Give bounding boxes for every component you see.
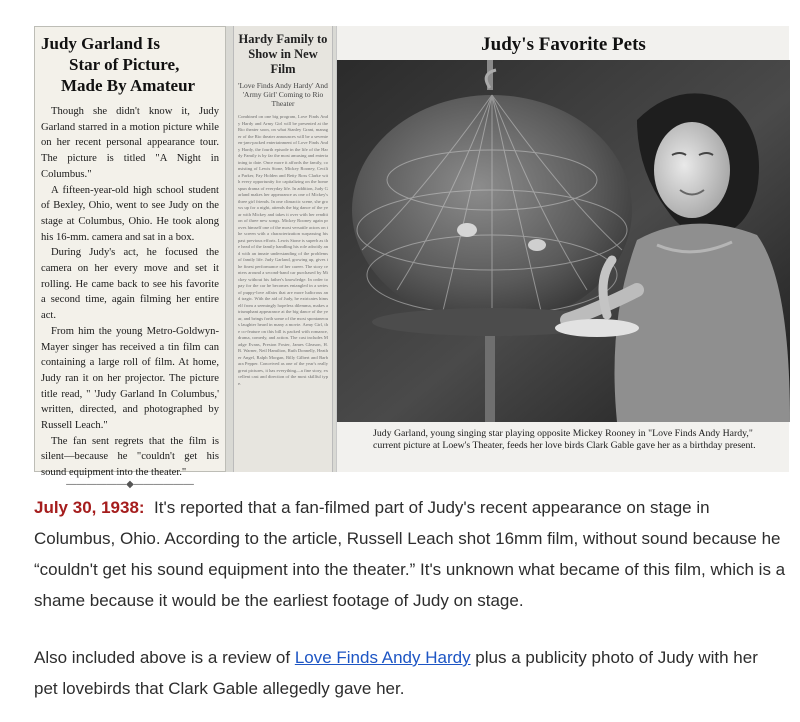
clipping-judys-favorite-pets xyxy=(336,26,789,472)
article-paragraph-1-text: It's reported that a fan-filmed part of Judy's recent appearance on stage in Columbus, Ohio. According to the article, Russell Leach shot 16mm film, without sound because he “couldn't get his sound equipment into the theater.” It's unknown what became of this film, which is a shame because it would be the earliest footage of Judy on stage. xyxy=(34,498,786,610)
clipping1-paragraph: Though she didn't know it, Judy Garland starred in a motion picture while on her recent personal appearance tour. The picture is titled "A Night in Columbus." xyxy=(41,106,219,180)
clipping1-headline-line1: Judy Garland Is xyxy=(41,34,161,53)
clipping2-headline-line2: Show in New Film xyxy=(248,47,318,76)
love-finds-andy-hardy-link[interactable]: Love Finds Andy Hardy xyxy=(294,648,471,667)
clipping1-paragraph: A fifteen-year-old high school student of Bexley, Ohio, went to see Judy on the stage at Columbus, Ohio. He took along his 16-mm. camera and sat in a box. xyxy=(41,184,219,243)
clipping1-paragraph: The fan sent regrets that the film is silent—because he "couldn't get his sound equipment into the theater." xyxy=(41,435,219,479)
clipping-judy-garland-star-of-picture xyxy=(34,26,226,490)
clipping1-paragraph: From him the young Metro-Goldwyn-Mayer singer has received a tin film can containing a large roll of film. At home, Judy ran it on her projector. The picture title read, " 'Judy Garland In Columbus,' written, directed, and photographed by Russell Leach." xyxy=(41,325,219,432)
article-paragraph-2 xyxy=(34,642,786,704)
clipping-hardy-family-review xyxy=(233,26,333,472)
clipping1-body xyxy=(41,104,219,481)
clipping1-headline-line2: Star of Picture, xyxy=(69,55,180,74)
article-paragraph-2-before: Also included above is a review of xyxy=(34,648,295,667)
clipping2-headline-line1: Hardy Family to xyxy=(238,32,328,46)
article-paragraph-1 xyxy=(34,492,786,616)
clipping2-deck: 'Love Finds Andy Hardy' And 'Army Girl' Coming to Rio Theater xyxy=(238,81,328,108)
clipping2-body: Combined on one big program, Love Finds Andy Hardy and Army Girl will be presented at the Rio theater soon, on what Stanley Grant, manager of the Rio theater announces will be a seventeen-jam-packed entertainment of Love Finds Andy Hardy, the fourth episode in the life of the Hardy Family is by far the most amusing and entertaining to date. Once more it affords the family, consisting of Lewis Stone, Mickey Rooney, Cecilia Parker, Fay Holden and Betty Ross Clarke with every opportunity for capitalizing on the homespun drama of everyday life. In addition, Judy Garland makes her appearance as one of Mickey's three girl friends. In one climactic scene, she grows up for a night, attends the big dance of the year with Mickey and takes it over with her rendition of three new songs. Mickey Rooney again proves himself one of the most versatile actors on the screen with a characterization surpassing his past previous efforts. Lewis Stone is superb as the head of the family handling his role adroitly and with an innate understanding of the problems of family life. Judy Garland, growing up, gives the finest performance of her career. The story centers around a second-hand car purchased by Mickey without his father's knowledge. In order to pay for the car he becomes entangled in a series of puppy-love affairs that are more ludicrous and tragic. With the aid of Judy, he extricates himself from a seemingly hopeless dilemma, makes a triumphant appearance at the big dance of the year, and brings forth some of the most spontaneous laughter heard in many a movie. Army Girl, the co-feature on this bill is packed with romance, drama, comedy, and action. The cast includes Madge Evans, Preston Foster, James Gleason, H. B. Warner, Neil Hamilton, Ruth Donnelly, Heather Angel, Ralph Morgan, Billy Gilbert and Barbara Pepper. Conceived as one of the year's really great pictures, it has everything—a fine story, excellent cast and direction of the most skillful type. xyxy=(238,114,328,386)
clipping1-paragraph: During Judy's act, he focused the camera on her every move and set it rolling. He came back to see his favorite a second time, again filming her entire act. xyxy=(41,247,219,322)
clipping3-caption: Judy Garland, young singing star playing opposite Mickey Rooney in "Love Finds Andy Hardy," current picture at Loew's Theater, feeds her love birds Clark Gable gave her as a birthday present. xyxy=(373,428,756,451)
photo-judy-with-lovebirds xyxy=(337,60,790,422)
article-date: July 30, 1938: xyxy=(34,498,145,517)
newspaper-clippings xyxy=(34,26,789,490)
article-paragraph-2-after: plus a publicity photo of Judy with her pet lovebirds that Clark Gable allegedly gave her. xyxy=(34,648,758,698)
ornament-divider: ——————◆—————— xyxy=(66,478,194,490)
clipping2-headline xyxy=(238,32,328,77)
clipping3-title: Judy's Favorite Pets xyxy=(481,34,646,55)
clipping1-headline xyxy=(41,33,219,96)
clipping1-headline-line3: Made By Amateur xyxy=(61,76,196,95)
